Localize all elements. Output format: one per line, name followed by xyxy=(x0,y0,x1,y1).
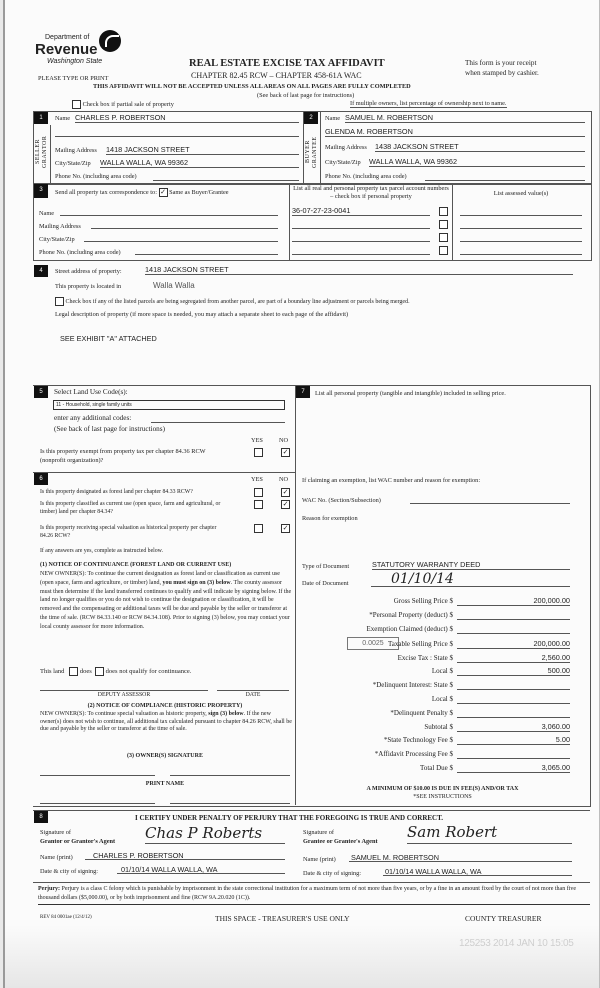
current-use-no-checkbox[interactable]: ✓ xyxy=(282,500,289,508)
please-type: PLEASE TYPE OR PRINT xyxy=(38,75,109,82)
form-title: REAL ESTATE EXCISE TAX AFFIDAVIT xyxy=(189,58,385,69)
section-8-badge: 8 xyxy=(34,811,48,823)
grantor-date-field[interactable]: 01/10/14 WALLA WALLA, WA xyxy=(117,865,285,874)
certify-statement: I CERTIFY UNDER PENALTY OF PERJURY THAT THE FOREGOING IS TRUE AND CORRECT. xyxy=(135,814,444,822)
tax-row-label: Total Due $ xyxy=(420,764,453,772)
notice-compliance-title: (2) NOTICE OF COMPLIANCE (HISTORIC PROPERTY) xyxy=(87,703,243,709)
parcel-header: List all real and personal property tax parcel account numbers – check box if personal property xyxy=(293,185,449,200)
does-qualify-checkbox[interactable] xyxy=(69,667,78,676)
tax-row-value[interactable]: 500.00 xyxy=(457,666,570,676)
does-not-label: does not qualify for continuance. xyxy=(105,667,192,675)
parcel-field-3[interactable] xyxy=(292,232,430,242)
this-land-label: This land xyxy=(40,667,65,675)
partial-sale-label: Check box if partial sale of property xyxy=(82,100,174,108)
buyer-name-label: Name xyxy=(325,115,341,122)
grantee-date-label: Date & city of signing: xyxy=(303,870,362,877)
exempt-yes-checkbox[interactable] xyxy=(254,448,263,457)
tax-row-label: Gross Selling Price $ xyxy=(393,597,453,605)
continuance-row xyxy=(40,667,191,676)
seller-name-label: Name xyxy=(55,115,71,122)
s3-address-label: Mailing Address xyxy=(39,223,81,230)
notice-compliance-text xyxy=(40,711,292,734)
s3-city-field[interactable] xyxy=(84,232,278,242)
section-4-badge: 4 xyxy=(34,265,48,277)
exemption-label: If claiming an exemption, list WAC number and reason for exemption: xyxy=(302,477,481,484)
doc-date-field[interactable]: 01/10/14 xyxy=(371,573,570,587)
buyer-name-field[interactable]: SAMUEL M. ROBERTSON xyxy=(345,113,585,123)
minimum-due-note: A MINIMUM OF $10.00 IS DUE IN FEE(S) AND/OR TAX xyxy=(366,786,519,792)
grantor-sig-label-1: Signature of xyxy=(40,829,71,836)
grantee-name-field[interactable]: SAMUEL M. ROBERTSON xyxy=(349,853,572,862)
tax-row-value[interactable]: 5.00 xyxy=(457,735,570,745)
receipt-note-1: This form is your receipt xyxy=(465,59,537,67)
grantee-sig-label-2: Grantee or Grantee's Agent xyxy=(303,838,378,845)
land-use-select[interactable]: 11 - Household, single family units xyxy=(53,400,285,410)
tax-row-value[interactable]: 2,560.00 xyxy=(457,653,570,663)
parcel-personal-checkbox-1[interactable] xyxy=(439,207,448,216)
seller-name-field[interactable]: CHARLES P. ROBERTSON xyxy=(75,113,299,123)
assessed-field-2[interactable] xyxy=(460,219,582,229)
seller-city-field[interactable]: WALLA WALLA, WA 99362 xyxy=(100,158,299,168)
see-back-header: (See back of last page for instructions) xyxy=(257,92,355,99)
forest-land-question: Is this property designated as forest land per chapter 84.33 RCW? xyxy=(40,489,193,495)
deputy-assessor-label: DEPUTY ASSESSOR xyxy=(97,692,151,698)
s5-yes-header: YES xyxy=(251,437,263,444)
buyer-city-label: City/State/Zip xyxy=(325,159,361,166)
tax-row-value[interactable]: 3,065.00 xyxy=(457,763,570,773)
send-correspondence-row xyxy=(55,188,229,197)
current-use-yes-checkbox[interactable] xyxy=(254,500,263,509)
logo-line2: Revenue xyxy=(35,41,98,58)
print-name-label: PRINT NAME xyxy=(145,781,185,787)
same-as-buyer-checkbox[interactable]: ✓ xyxy=(160,188,166,196)
tax-row-value[interactable] xyxy=(457,610,570,620)
located-in-value[interactable]: Walla Walla xyxy=(153,281,195,290)
form-id: REV 84 0001ae (12/4/12) xyxy=(40,915,92,920)
section-1-badge: 1 xyxy=(34,112,48,124)
segregated-row xyxy=(55,297,410,306)
tax-row-label: Taxable Selling Price $ xyxy=(387,640,453,648)
tax-row-label: *Personal Property (deduct) $ xyxy=(369,611,453,619)
seller-phone-field[interactable] xyxy=(153,171,299,181)
additional-codes-label: enter any additional codes: xyxy=(54,414,132,422)
scan-shadow xyxy=(5,925,599,988)
s5-no-header: NO xyxy=(279,437,289,444)
owner-signature-line-1[interactable] xyxy=(40,775,155,776)
s3-name-field[interactable] xyxy=(60,206,278,216)
parcel-field-1[interactable]: 36-07-27-23-0041 xyxy=(292,206,430,216)
parcel-field-4[interactable] xyxy=(292,245,430,255)
buyer-phone-label: Phone No. (including area code) xyxy=(325,173,407,180)
s3-city-label: City/State/Zip xyxy=(39,236,75,243)
doc-date-label: Date of Document xyxy=(302,580,349,587)
personal-property-label: List all personal property (tangible and intangible) included in selling price. xyxy=(315,390,506,397)
tax-row-value[interactable] xyxy=(457,680,570,690)
s3-phone-field[interactable] xyxy=(135,245,278,255)
chapter-line: CHAPTER 82.45 RCW – CHAPTER 458-61A WAC xyxy=(191,71,362,80)
see-instructions-note: *SEE INSTRUCTIONS xyxy=(413,794,472,800)
tax-row-value[interactable]: 200,000.00 xyxy=(457,596,570,606)
historic-no-checkbox[interactable]: ✓ xyxy=(282,524,289,532)
additional-codes-field[interactable] xyxy=(151,413,285,423)
tax-row-value[interactable] xyxy=(457,708,570,718)
grantee-date-field[interactable]: 01/10/14 WALLA WALLA, WA xyxy=(383,867,572,876)
section-7-badge: 7 xyxy=(296,386,310,398)
perjury-notice xyxy=(38,885,590,905)
legal-description-label: Legal description of property (if more space is needed, you may attach a separate sheet to each page of the affidavit) xyxy=(55,311,349,318)
deputy-assessor-line[interactable] xyxy=(40,690,208,691)
grantor-name-field[interactable]: CHARLES P. ROBERTSON xyxy=(85,851,285,860)
forest-no-checkbox[interactable]: ✓ xyxy=(282,488,289,496)
buyer-city-field[interactable]: WALLA WALLA, WA 99362 xyxy=(369,157,585,167)
legal-description-value[interactable]: SEE EXHIBIT "A" ATTACHED xyxy=(60,334,157,343)
assessed-header: List assessed value(s) xyxy=(493,190,549,197)
segregated-checkbox[interactable] xyxy=(55,297,64,306)
buyer-address-field[interactable]: 1438 JACKSON STREET xyxy=(375,142,585,152)
s3-phone-label: Phone No. (including area code) xyxy=(39,249,121,256)
section-8-box xyxy=(33,810,590,811)
grantor-signature[interactable]: Chas P Roberts xyxy=(145,825,285,844)
notice1-text-b: . The county assessor must then determine if the land transferred continues to qualify and will indicate by signing below. If the land no longer qualifies or you do not wish to continue the designation or classification, it will be removed and the compensating or additional taxes will be due and payable by the seller or transferor at the time of sale. (RCW 84.33.140 or RCW 84.34.108). Prior to signing (3) below, you may contact your local county assessor for more information. xyxy=(40,579,292,630)
parcel-personal-checkbox-2[interactable] xyxy=(439,220,448,229)
partial-sale-checkbox[interactable] xyxy=(72,100,81,109)
print-name-line-1[interactable] xyxy=(40,803,155,804)
grantor-date-label: Date & city of signing: xyxy=(40,868,99,875)
tax-row-label: *State Technology Fee $ xyxy=(383,736,453,744)
tax-row-label: Local $ xyxy=(431,695,453,703)
s3-address-field[interactable] xyxy=(91,219,278,229)
tax-row-value[interactable]: 200,000.00 xyxy=(457,639,570,649)
seller-address-field[interactable]: 1418 JACKSON STREET xyxy=(106,145,299,155)
tax-row-label: Excise Tax : State $ xyxy=(397,654,453,662)
section-3-badge: 3 xyxy=(34,184,48,198)
wac-label: WAC No. (Section/Subsection) xyxy=(302,497,381,504)
if-yes-note: If any answers are yes, complete as instructed below. xyxy=(40,548,163,554)
located-in-label: This property is located in xyxy=(55,283,122,290)
grantee-sig-label-1: Signature of xyxy=(303,829,334,836)
historic-question: Is this property receiving special valuation as historical property per chapter 84.26 RCW? xyxy=(40,525,217,539)
parcel-field-2[interactable] xyxy=(292,219,430,229)
doc-type-label: Type of Document xyxy=(302,563,350,570)
seller-city-label: City/State/Zip xyxy=(55,160,91,167)
logo-line3: Washington State xyxy=(47,58,103,65)
grantee-signature[interactable]: Sam Robert xyxy=(407,824,572,844)
grantor-name-label: Name (print) xyxy=(40,854,73,861)
owner-signature-line-2[interactable] xyxy=(170,775,290,776)
section-5-badge: 5 xyxy=(34,386,48,398)
land-use-label: Select Land Use Code(s): xyxy=(54,388,128,396)
tax-row-label: *Affidavit Processing Fee $ xyxy=(374,750,453,758)
notice1-text-a: NEW OWNER(S): To continue the current designation as forest land or classification as current use (open space, farm and agriculture, or timber) land, xyxy=(40,571,280,586)
perjury-text: Perjury is a class C felony which is punishable by imprisonment in the state correctional institution for a maximum term of not more than five years, or by a fine in an amount fixed by the court of not more than five thousand dollars ($5,000.00), or by both imprisonment and fine (RCW 9A.20.020 (1C)). xyxy=(38,886,577,901)
assessor-date-line[interactable] xyxy=(217,690,289,691)
buyer-grantee-label: BUYER GRANTEE xyxy=(305,136,318,168)
exempt-question: Is this property exempt from property tax per chapter 84.36 RCW (nonprofit organization)? xyxy=(40,448,206,464)
street-address-label: Street address of property: xyxy=(55,268,122,275)
notice-continuance-text xyxy=(40,570,292,632)
multiple-owners-note: If multiple owners, list percentage of ownership next to name. xyxy=(350,100,507,107)
buyer-address-label: Mailing Address xyxy=(325,144,367,151)
warning-line: THIS AFFIDAVIT WILL NOT BE ACCEPTED UNLESS ALL AREAS ON ALL PAGES ARE FULLY COMPLETED xyxy=(93,83,411,90)
s3-name-label: Name xyxy=(39,210,55,217)
notice2-text-a: NEW OWNER(S): To continue special valuation as historic property, xyxy=(40,711,207,717)
street-address-field[interactable]: 1418 JACKSON STREET xyxy=(145,265,573,275)
assessed-field-1[interactable] xyxy=(460,206,582,216)
tax-row-label: Local $ xyxy=(431,667,453,675)
segregated-label: Check box if any of the listed parcels are being segregated from another parcel, are part of a boundary line adjustment or parcels being merged. xyxy=(65,298,410,305)
seller-name2-field[interactable] xyxy=(55,127,299,137)
current-use-question: Is this property classified as current use (open space, farm and agricultural, or timber) land per chapter 84.34? xyxy=(40,501,221,515)
tax-row-value[interactable]: 3,060.00 xyxy=(457,722,570,732)
does-not-qualify-checkbox[interactable] xyxy=(95,667,104,676)
parcel-personal-checkbox-3[interactable] xyxy=(439,233,448,242)
logo-line1: Department of xyxy=(45,34,90,41)
assessed-field-4[interactable] xyxy=(460,245,582,255)
same-as-buyer-label: Same as Buyer/Grantee xyxy=(169,188,229,196)
tax-row-label: Subtotal $ xyxy=(424,723,453,731)
exempt-no-checkbox[interactable]: ✓ xyxy=(282,448,289,456)
parcel-personal-checkbox-4[interactable] xyxy=(439,246,448,255)
seller-address-label: Mailing Address xyxy=(55,147,97,154)
notice2-text-b: . If the new owner(s) does not wish to continue, all additional tax calculated pursuant to chapter 84.26 RCW, shall be due and payable by the seller or transferor at the time of sale. xyxy=(40,711,292,732)
wac-field[interactable] xyxy=(410,494,570,504)
section-2-badge: 2 xyxy=(304,112,318,124)
doc-type-field[interactable]: STATUTORY WARRANTY DEED xyxy=(372,560,570,570)
buyer-phone-field[interactable] xyxy=(425,171,585,181)
perjury-bold: Perjury: xyxy=(38,886,60,892)
owner-signature-label: (3) OWNER(S) SIGNATURE xyxy=(127,753,203,759)
s6-no-header: NO xyxy=(279,476,289,483)
print-name-line-2[interactable] xyxy=(170,803,290,804)
dor-logo xyxy=(35,30,130,70)
section-6-badge: 6 xyxy=(34,473,48,485)
assessed-field-3[interactable] xyxy=(460,232,582,242)
notice-continuance-title: (1) NOTICE OF CONTINUANCE (FOREST LAND OR CURRENT USE) xyxy=(40,562,232,568)
tax-row-value[interactable] xyxy=(457,624,570,634)
seller-phone-label: Phone No. (including area code) xyxy=(55,173,137,180)
logo-icon xyxy=(99,30,121,52)
buyer-name2-field[interactable]: GLENDA M. ROBERTSON xyxy=(325,127,585,137)
tax-rate-box[interactable]: 0.0025 xyxy=(347,637,399,650)
county-treasurer-label: COUNTY TREASURER xyxy=(465,914,542,923)
s5-see-back: (See back of last page for instructions) xyxy=(54,425,165,433)
seller-grantor-label: SELLER GRANTOR xyxy=(35,135,48,169)
affidavit-page xyxy=(3,0,600,988)
notice2-bold: sign (3) below xyxy=(208,711,244,717)
reason-label: Reason for exemption xyxy=(302,515,358,522)
forest-yes-checkbox[interactable] xyxy=(254,488,263,497)
tax-row-label: Exemption Claimed (deduct) $ xyxy=(366,625,453,633)
send-correspondence-label: Send all property tax correspondence to: xyxy=(55,188,157,196)
grantee-name-label: Name (print) xyxy=(303,856,336,863)
tax-row-value[interactable] xyxy=(457,694,570,704)
s6-yes-header: YES xyxy=(251,476,263,483)
historic-yes-checkbox[interactable] xyxy=(254,524,263,533)
does-label: does xyxy=(79,667,92,675)
notice1-bold: you must sign on (3) below xyxy=(162,579,231,586)
tax-row-label: *Delinquent Penalty $ xyxy=(390,709,453,717)
receipt-note-2: when stamped by cashier. xyxy=(465,69,539,77)
tax-row-value[interactable] xyxy=(457,749,570,759)
tax-row-label: *Delinquent Interest: State $ xyxy=(372,681,453,689)
grantor-sig-label-2: Grantor or Grantor's Agent xyxy=(40,838,116,845)
assessor-date-label: DATE xyxy=(245,692,261,698)
treasurer-use-label: THIS SPACE - TREASURER'S USE ONLY xyxy=(215,914,350,923)
partial-sale-row xyxy=(72,100,174,109)
